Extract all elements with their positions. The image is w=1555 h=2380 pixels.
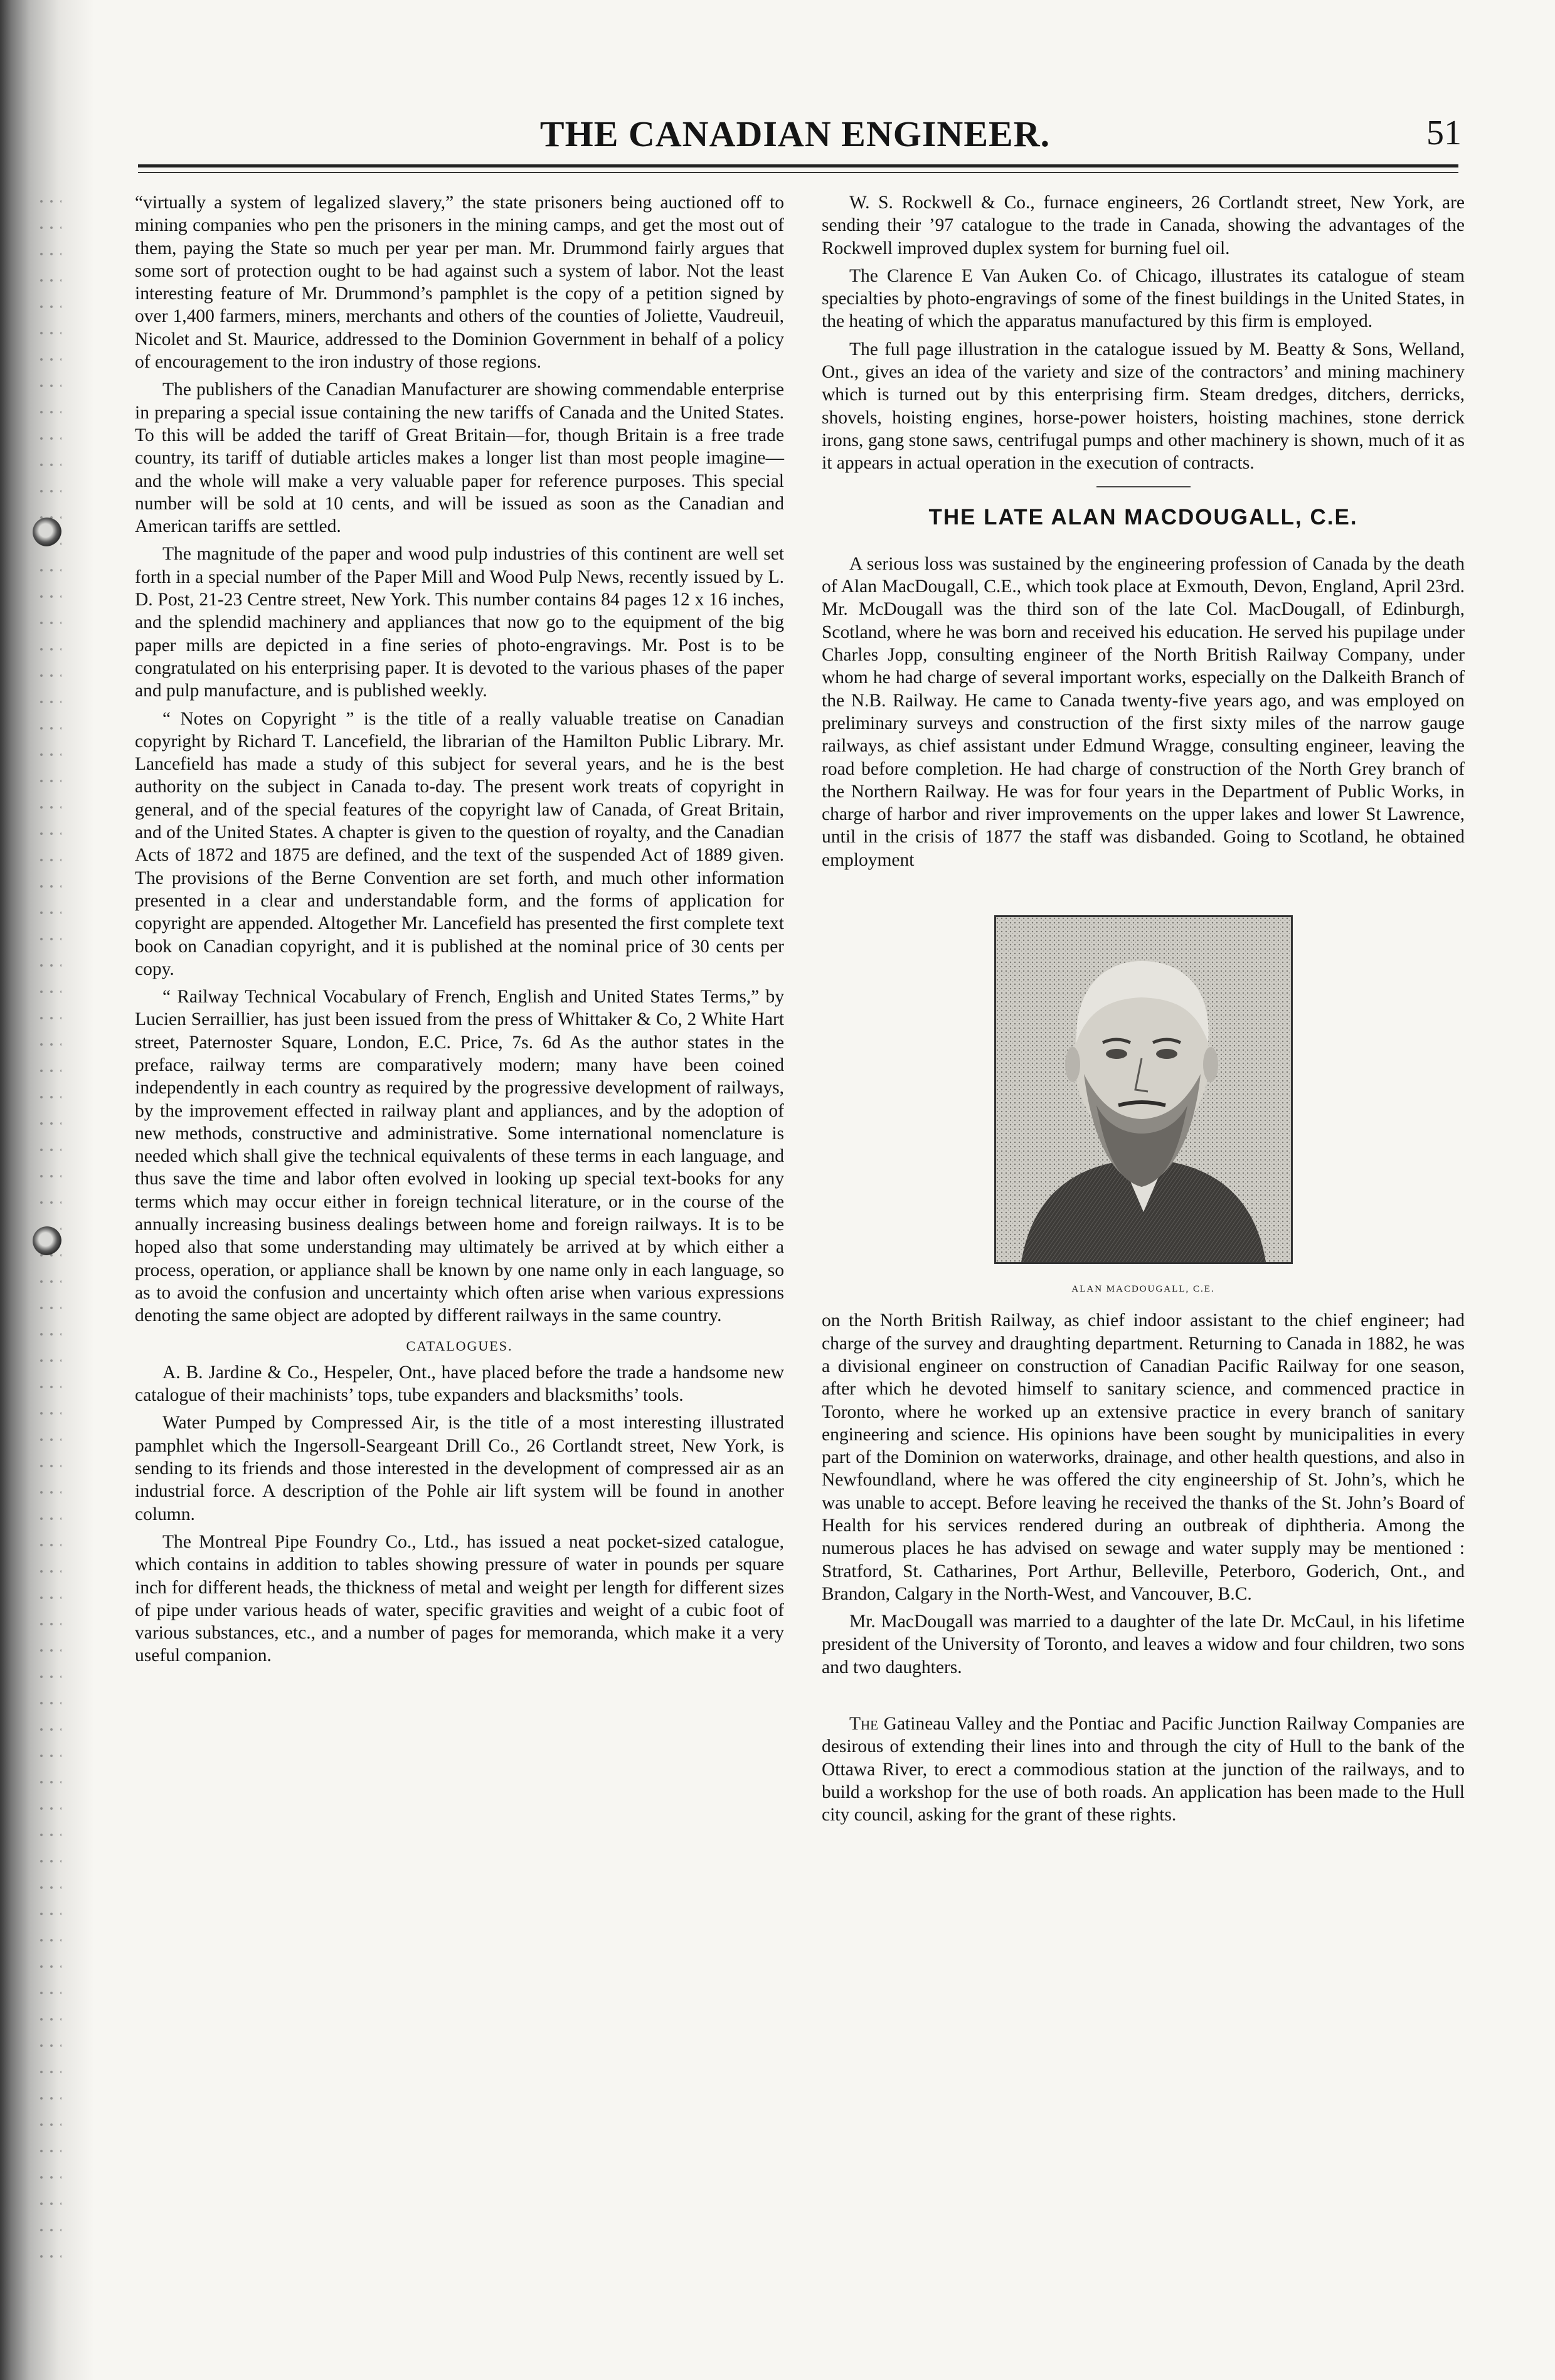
portrait-caption: ALAN MACDOUGALL, C.E. — [1071, 1284, 1215, 1295]
paragraph: “ Railway Technical Vocabulary of French, English and United States Terms,” by Lucien Serraillier, has just been issued from the press of Whittaker & Co, 2 White Hart street, Paternoster Square, London, E.C. Price, 7s. 6d As the author states in the preface, railway terms are comparatively modern; many have been coined independently in each country as required by the progressive development of railways, by the improvement effected in railway plant and appliances, and by the adoption of new methods, constructive and administrative. Some international nomenclature is needed which shall give the technical equivalents of these terms in each language, and thus save the time and labor often evolved in looking up special text-books for any terms which may occur either in foreign technical literature, or in the course of the annually increasing business dealings between home and foreign railways. It is to be hoped also that some understanding may ultimately be arrived at by which either a process, operation, or appliance shall be known by one name only in each language, so as to avoid the confusion and uncertainty which often arise when various expressions denoting the same object are adopted by different railways in the same country. — [135, 987, 784, 1326]
portrait-illustration — [996, 917, 1291, 1262]
paragraph: A serious loss was sustained by the engineering profession of Canada by the death of Alan MacDougall, C.E., which took place at Exmouth, Devon, England, April 23rd. Mr. McDougall was the third son of the late Col. MacDougall, of Edinburgh, Scotland, where he was born and received his education. He served his pupilage under Charles Jopp, consulting engineer of the North British Railway Company, under whom he had charge of several important works, especially on the Dalkeith Branch of the N.B. Railway. He came to Canada twenty-five years ago, and was employed on preliminary surveys and construction of the first sixty miles of the narrow gauge railways, as chief assistant under Edmund Wragge, consulting engineer, leaving the road before completion. He had charge of construction of the North Grey branch of the Northern Railway. He was for four years in the Department of Public Works, in charge of harbor and river improvements on the upper lakes and lower St Lawrence, until in the crisis of 1877 the staff was disbanded. Going to Scotland, he obtained employment — [822, 553, 1465, 870]
paragraph: The publishers of the Canadian Manufacturer are showing commendable enterprise in preparing a special issue containing the new tariffs of Canada and the United States. To this will be added the tariff of Great Britain—for, though Britain is a free trade country, its tariff of dutiable articles makes a longer list than most people imagine—and the whole will make a very valuable paper for reference purposes. This special number will be sold at 10 cents, and will be issued as soon as the Canadian and American tariffs are settled. — [135, 380, 784, 537]
binding-hole-upper — [33, 518, 61, 546]
article-title: THE LATE ALAN MACDOUGALL, C.E. — [928, 504, 1358, 529]
portrait-engraving — [994, 915, 1293, 1264]
closing-paragraph — [822, 1713, 1465, 1826]
paragraph: The Clarence E Van Auken Co. of Chicago, illustrates its catalogue of steam specialties by photo-engravings of some of the finest buildings in the United States, in the heating of which the apparatus manufactured by this firm is employed. — [822, 265, 1465, 332]
paragraph: W. S. Rockwell & Co., furnace engineers, 26 Cortlandt street, New York, are sending their ’97 catalogue to the trade in Canada, showing the advantages of the Rockwell improved duplex system for burning fuel oil. — [822, 193, 1465, 258]
paragraph: The Montreal Pipe Foundry Co., Ltd., has issued a neat pocket-sized catalogue, which contains in addition to tables showing pressure of water in pounds per square inch for different heads, the thickness of metal and weight per length for different sizes of pipe under various heads of water, specific gravities and weight of a cubic foot of various substances, etc., and a number of pages for memoranda, which make it a very useful companion. — [135, 1531, 784, 1666]
closing-lead-word: The — [849, 1714, 879, 1735]
header-rule-thin — [138, 172, 1458, 173]
running-title: THE CANADIAN ENGINEER. — [539, 114, 1051, 154]
paragraph: “ Notes on Copyright ” is the title of a really valuable treatise on Canadian copyright by Richard T. Lancefield, the librarian of the Hamilton Public Library. Mr. Lancefield has made a study of this subject for several years, and he is the best authority on the subject in Canada to-day. The present work treats of copyright in general, and of the special features of the copyright law of Canada, of Great Britain, and of the United States. A chapter is given to the question of royalty, and the Canadian Acts of 1872 and 1875 are defined, and the text of the suspended Act of 1889 given. The provisions of the Berne Convention are set forth, and much other information presented in a clear and understandable form, and the forms of application for copyright are appended. Altogether Mr. Lancefield has presented the first complete text book on Canadian copyright, and it is published at the nominal price of 30 cents per copy. — [135, 708, 784, 979]
page-binding-edge — [0, 0, 94, 2380]
paragraph: The full page illustration in the catalogue issued by M. Beatty & Sons, Welland, Ont., gives an idea of the variety and size of the contractors’ and mining machinery which is turned out by this enterprising firm. Steam dredges, ditchers, derricks, shovels, hoisting engines, horse-power hoisters, hoisting machines, stone derrick irons, gang stone saws, centrifugal pumps and other machinery is shown, much of it as it appears in actual operation in the execution of contracts. — [822, 339, 1465, 474]
right-column — [822, 191, 1465, 1827]
page-number: 51 — [1426, 114, 1462, 152]
section-gap — [822, 1679, 1465, 1713]
header-rule-thick — [138, 164, 1458, 167]
paragraph: Water Pumped by Compressed Air, is the title of a most interesting illustrated pamphlet which the Ingersoll-Seargeant Drill Co., 26 Cortlandt street, New York, is sending to its friends and those interested in the development of compressed air as an industrial force. A description of the Pohle air lift system will be found in another column. — [135, 1413, 784, 1524]
paragraph: A. B. Jardine & Co., Hespeler, Ont., have placed before the trade a handsome new catalogue of their machinists’ tops, tube expanders and blacksmiths’ tools. — [135, 1362, 784, 1406]
left-column — [135, 191, 784, 1667]
section-divider — [1096, 486, 1191, 487]
paragraph: “virtually a system of legalized slavery,” the state prisoners being auctioned off to mining companies who pen the prisoners in the mining camps, and get the most out of them, paying the State so much per year per man. Mr. Drummond fairly argues that some sort of protection ought to be had against such a system of labor. Not the least interesting feature of Mr. Drummond’s pamphlet is the copy of a petition signed by over 1,400 farmers, miners, merchants and others of the counties of Joliette, Vaudreuil, Nicolet and St. Maurice, addressed to the Dominion Government in behalf of a policy of encouragement to the iron industry of those regions. — [135, 193, 784, 373]
catalogues-heading: CATALOGUES. — [406, 1337, 513, 1354]
paragraph: The magnitude of the paper and wood pulp industries of this continent are well set forth in a special number of the Paper Mill and Wood Pulp News, recently issued by L. D. Post, 21-23 Centre street, New York. This number contains 84 pages 12 x 16 inches, and the splendid machinery and appliances that now go to the equipment of the big paper mills are depicted in a fine series of photo-engravings. Mr. Post is to be congratulated on his enterprising paper. It is devoted to the various phases of the paper and pulp manufacture, and is published weekly. — [135, 544, 784, 701]
paragraph: Mr. MacDougall was married to a daughter of the late Dr. McCaul, in his lifetime president of the University of Toronto, and leaves a widow and four children, two sons and two daughters. — [822, 1612, 1465, 1677]
binding-hole-lower — [33, 1226, 61, 1255]
closing-paragraph-text: Gatineau Valley and the Pontiac and Pacific Junction Railway Companies are desirous of extending their lines into and through the city of Hull to the bank of the Ottawa River, to erect a commodious station at the junction of the railways, and to build a workshop for the use of both roads. An application has been made to the Hull city council, asking for the grant of these rights. — [822, 1714, 1465, 1825]
binding-stitch-marks — [36, 188, 61, 2258]
paragraph: on the North British Railway, as chief indoor assistant to the chief engineer; had charge of the survey and draughting department. Returning to Canada in 1882, he was a divisional engineer on construction of Canadian Pacific Railway for one season, after which he devoted himself to sanitary science, and commenced practice in Toronto, where he worked up an extensive practice in every branch of sanitary engineering and science. His opinions have been sought by municipalities in every part of the Dominion on waterworks, drainage, and other health questions, and also in Newfoundland, where he was offered the city engineership of St. John’s, which he was unable to accept. Before leaving he received the thanks of the St. John’s Board of Health for his services rendered during an outbreak of diphtheria. Among the numerous places he has advised on sewage and water supply may be mentioned : Stratford, St. Catharines, Port Arthur, Belleville, Peterboro, Goderich, Ont., and Brandon, Calgary in the North-West, and Vancouver, B.C. — [822, 1310, 1465, 1604]
page-header — [122, 113, 1468, 161]
